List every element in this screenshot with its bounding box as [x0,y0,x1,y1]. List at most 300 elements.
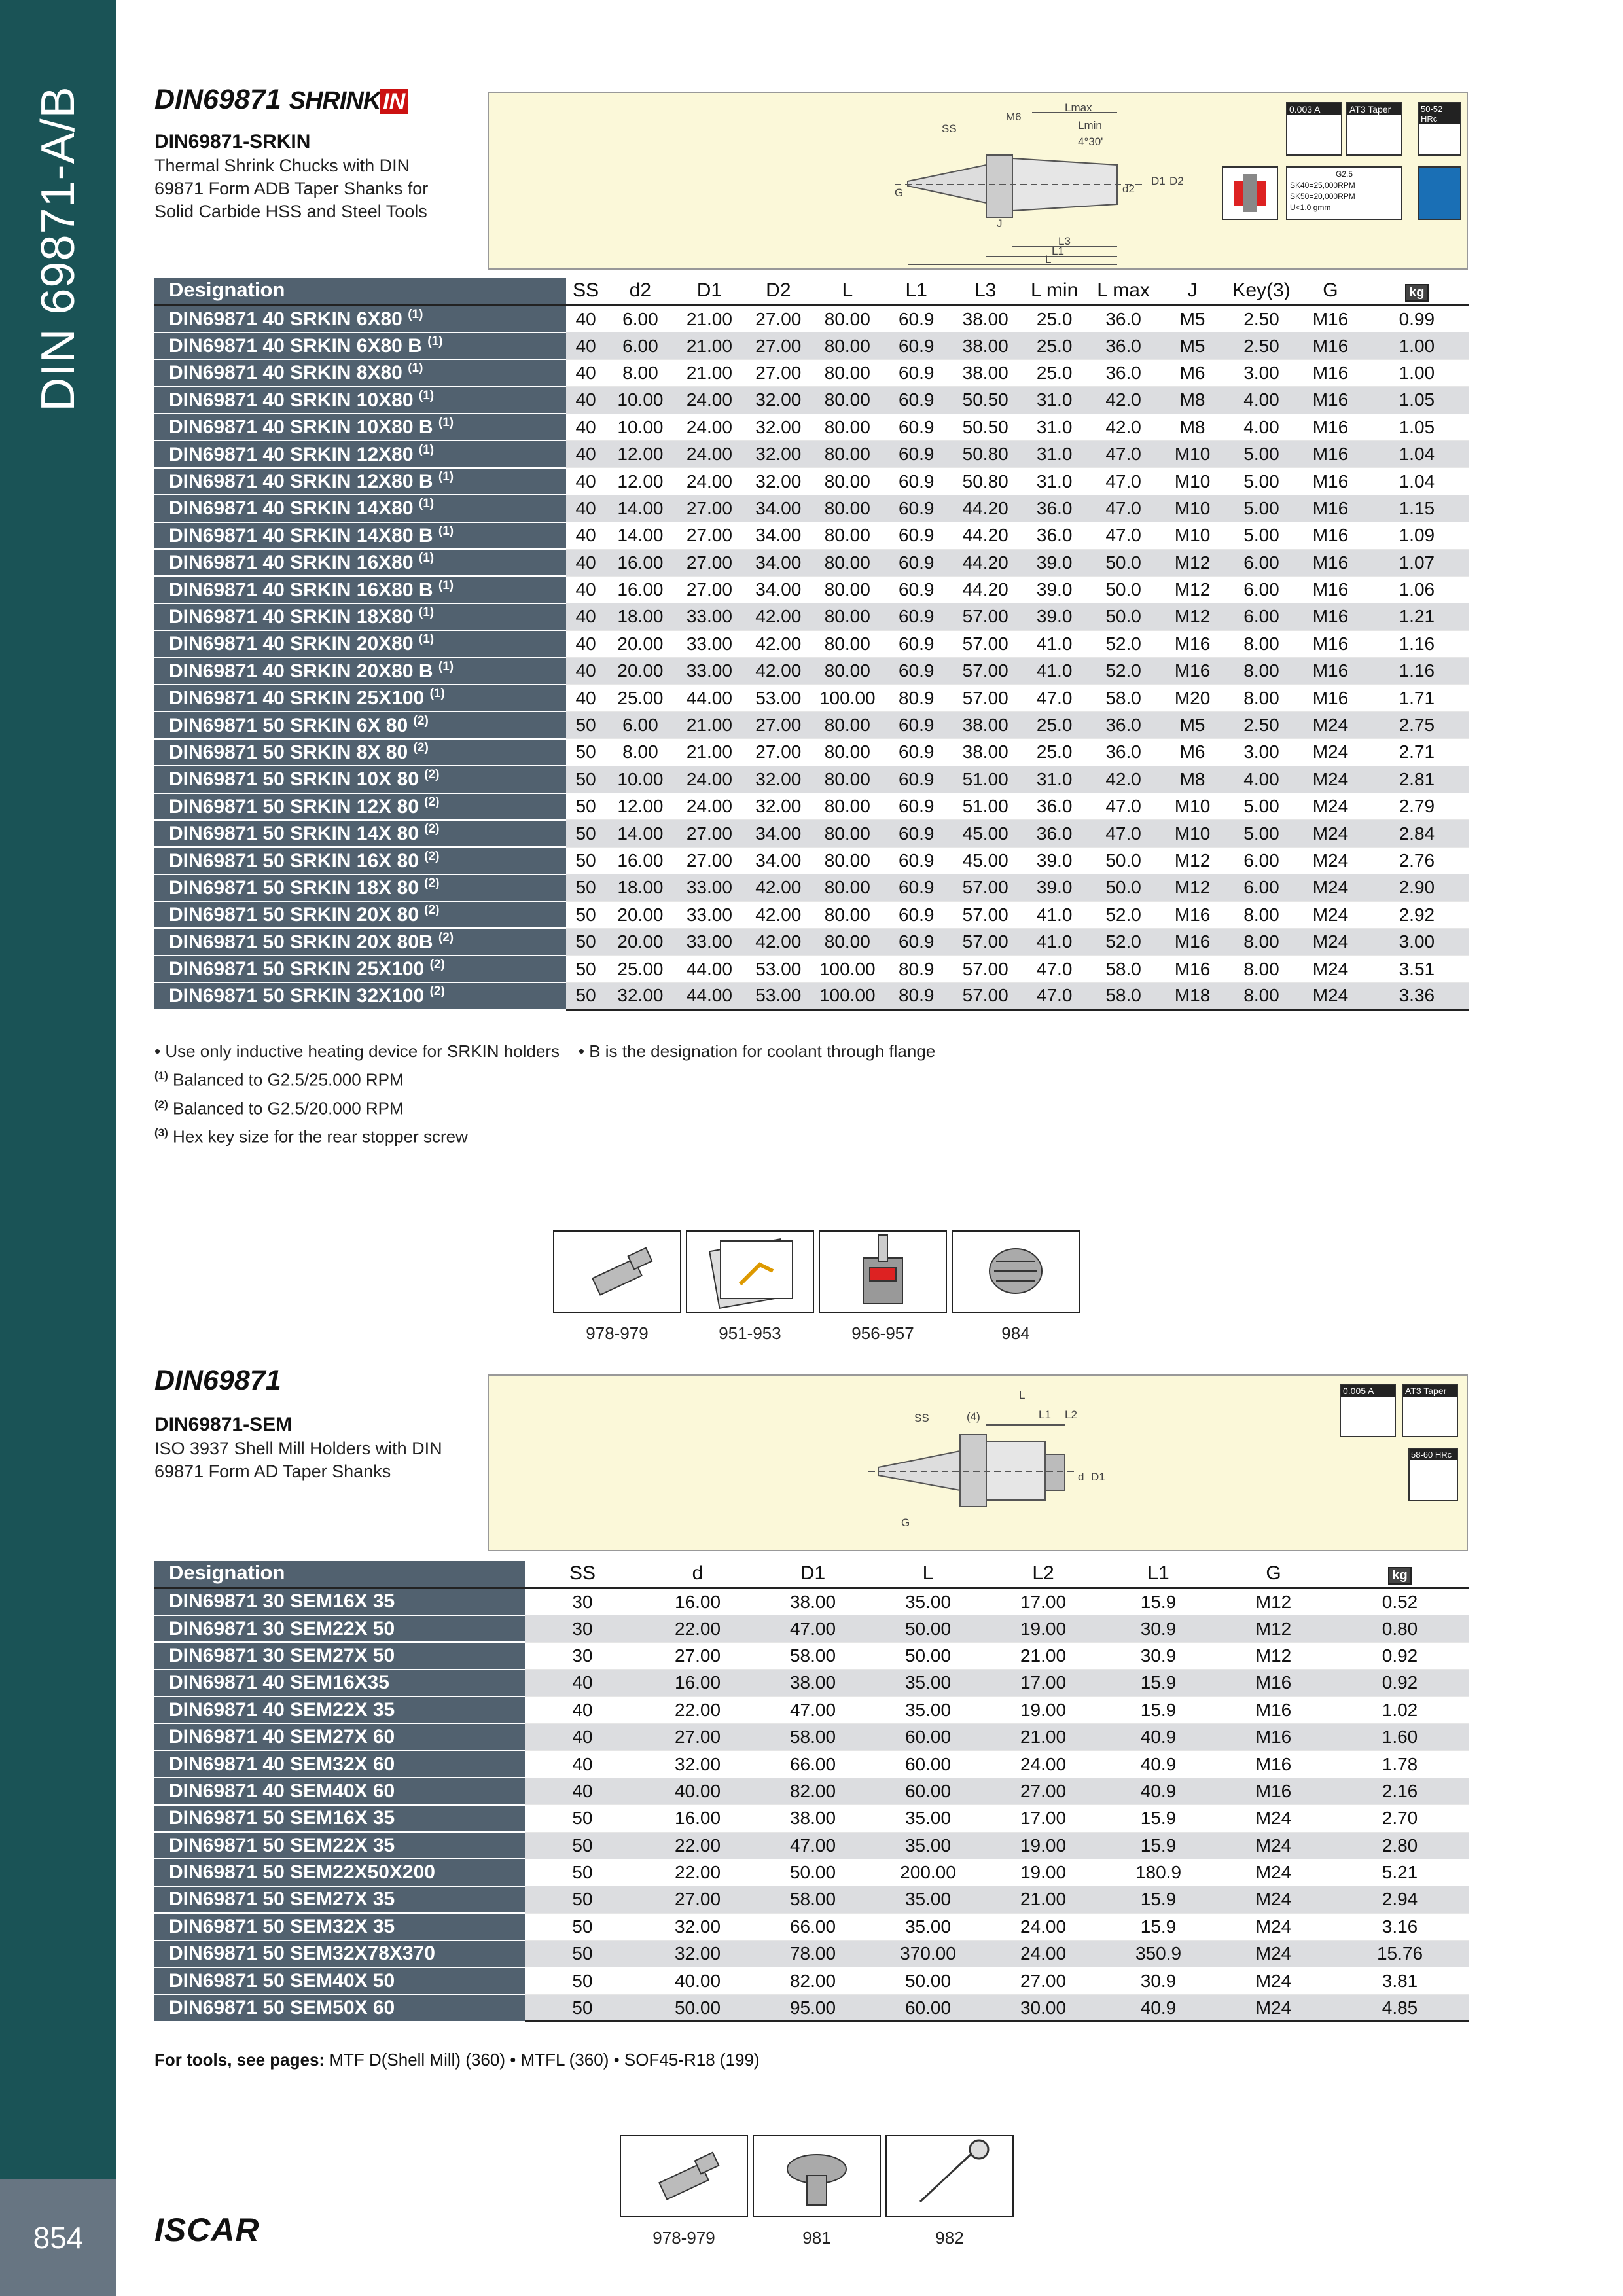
table-cell: 57.00 [951,874,1020,901]
table-cell: 50 [525,1886,640,1913]
table-cell: M10 [1158,440,1226,467]
table-cell: 15.9 [1101,1832,1216,1859]
table-cell: 60.9 [882,820,951,847]
table-cell: 35.00 [870,1670,986,1696]
table-cell: 36.0 [1089,306,1158,332]
table-cell: 80.00 [813,603,882,630]
designation-cell [154,332,566,359]
table-cell: 80.00 [813,711,882,738]
table-cell: 50.00 [640,1994,755,2021]
table-cell: 40 [566,685,606,711]
table-row [154,1778,1469,1804]
table-cell: M16 [1216,1723,1331,1750]
table-cell: 27.00 [675,495,743,522]
designation-footnote: (1) [418,551,435,565]
table-row [154,549,1469,576]
table-cell: M16 [1158,956,1226,982]
table-cell: 34.00 [744,576,813,603]
table-cell: 27.00 [744,711,813,738]
table-cell: 36.0 [1020,793,1088,820]
table-cell: M24 [1296,820,1364,847]
table-cell: 40 [525,1751,640,1778]
table-row [154,1642,1469,1669]
table-cell: 15.9 [1101,1805,1216,1832]
designation-cell: DIN69871 50 SEM16X 35 [154,1805,525,1832]
balance-spec-icon [1286,166,1402,220]
col-header-3 [755,1561,870,1588]
table-cell: 53.00 [744,982,813,1009]
designation-cell [154,549,566,576]
table-cell: M24 [1296,793,1364,820]
table-cell: 80.00 [813,549,882,576]
table-row [154,1941,1469,1967]
table-cell: 10.00 [606,414,675,440]
table-cell: 2.16 [1331,1778,1469,1804]
wrench-icon [885,2135,1014,2217]
table-cell: 24.00 [675,793,743,820]
table-cell: 3.51 [1365,956,1469,982]
table-cell: 30.00 [986,1994,1101,2021]
table-cell: 27.00 [744,306,813,332]
hardness-spec-label: 50-52 HRc [1419,103,1460,124]
table-cell: 8.00 [606,739,675,766]
label-d1-2: D1 [1091,1471,1105,1483]
designation-text: DIN69871 40 SRKIN 6X80 B [169,335,422,357]
table-cell: 1.78 [1331,1751,1469,1778]
table-cell: M16 [1296,603,1364,630]
reference-page-label: 982 [935,2228,964,2248]
table-cell: 10.00 [606,766,675,793]
table-cell: M16 [1296,387,1364,414]
table-cell: 15.9 [1101,1886,1216,1913]
table-cell: 80.00 [813,359,882,386]
label-l1: L1 [1052,245,1064,257]
table-cell: M16 [1296,306,1364,332]
table-cell: 24.00 [675,468,743,495]
table-row [154,739,1469,766]
note-1-mark: (1) [154,1069,168,1082]
table-cell: 1.05 [1365,387,1469,414]
col-header-7 [1216,1561,1331,1588]
col-label: SS [569,1562,596,1584]
table-cell: 1.07 [1365,549,1469,576]
table-row [154,1670,1469,1696]
table-cell: 18.00 [606,874,675,901]
reference-page-label: 951-953 [719,1323,781,1343]
table-cell: 5.00 [1227,440,1296,467]
table-cell: 80.00 [813,495,882,522]
table-cell: M24 [1216,1859,1331,1886]
table-cell: 1.16 [1365,658,1469,685]
table-cell: 50 [566,711,606,738]
designation-footnote: (1) [438,416,454,430]
table-cell: 21.00 [986,1642,1101,1669]
table-cell: 60.9 [882,414,951,440]
table-cell: 200.00 [870,1859,986,1886]
balance-spec-2: SK40=25,000RPM [1290,181,1355,190]
table-cell: M16 [1216,1751,1331,1778]
table-cell: 44.00 [675,956,743,982]
table-cell: M12 [1216,1642,1331,1669]
table-cell: 60.00 [870,1778,986,1804]
designation-text: DIN69871 50 SRKIN 20X 80 [169,904,419,926]
table-cell: 52.0 [1089,658,1158,685]
table-cell: 27.00 [675,820,743,847]
designation-footnote: (2) [429,984,445,999]
designation-text: DIN69871 40 SRKIN 12X80 B [169,471,433,493]
table-cell: 35.00 [870,1913,986,1940]
table-cell: 21.00 [675,711,743,738]
table-cell: 21.00 [675,306,743,332]
table-cell: 50.80 [951,468,1020,495]
table-cell: 45.00 [951,820,1020,847]
note-2-mark: (2) [154,1098,168,1111]
table-cell: 80.00 [813,522,882,549]
designation-footnote: (1) [418,605,435,619]
table-cell: 50 [525,1859,640,1886]
table-cell: 60.9 [882,658,951,685]
designation-text: DIN69871 50 SRKIN 18X 80 [169,876,419,899]
table-cell: 27.00 [640,1886,755,1913]
table-cell: M12 [1158,847,1226,874]
table-cell: 42.00 [744,901,813,928]
col-label: L3 [974,279,997,301]
designation-text: DIN69871 50 SRKIN 20X 80B [169,931,433,953]
table-cell: 32.00 [640,1913,755,1940]
table-cell: M24 [1216,1913,1331,1940]
table-cell: 38.00 [951,359,1020,386]
table-cell: 44.20 [951,576,1020,603]
section2-table [154,1561,1469,2022]
reference-item[interactable] [552,1230,683,1344]
table-cell: 35.00 [870,1696,986,1723]
table-cell: 2.92 [1365,901,1469,928]
table-cell: 42.00 [744,630,813,657]
table-cell: M10 [1158,793,1226,820]
label-ss-2: SS [914,1412,929,1424]
table-cell: M20 [1158,685,1226,711]
label-g: G [895,187,904,199]
table-cell: 47.0 [1089,522,1158,549]
table-cell: 58.0 [1089,982,1158,1009]
table-cell: M5 [1158,332,1226,359]
table-cell: M12 [1158,874,1226,901]
table-row [154,1832,1469,1859]
table-cell: 25.0 [1020,711,1088,738]
table-cell: 27.00 [986,1778,1101,1804]
table-cell: 51.00 [951,766,1020,793]
table-cell: 8.00 [1227,630,1296,657]
table-cell: 53.00 [744,956,813,982]
table-cell: M16 [1296,495,1364,522]
table-cell: 4.00 [1227,387,1296,414]
label-l2-2: L2 [1065,1408,1077,1421]
table-cell: 8.00 [1227,901,1296,928]
table-cell: 95.00 [755,1994,870,2021]
table-cell: 33.00 [675,901,743,928]
table-row [154,332,1469,359]
designation-footnote: (1) [418,497,435,511]
table-cell: 32.00 [744,414,813,440]
table-row [154,1967,1469,1994]
table-cell: 30.9 [1101,1967,1216,1994]
shell-mill-holder-drawing [489,1376,1467,1550]
table-row [154,359,1469,386]
designation-cell: DIN69871 50 SEM32X78X370 [154,1941,525,1967]
designation-cell [154,711,566,738]
table-cell: 50 [525,1994,640,2021]
table-cell: M8 [1158,766,1226,793]
table-cell: 80.00 [813,928,882,955]
table-cell: 40.9 [1101,1751,1216,1778]
table-cell: 40 [566,603,606,630]
table-cell: 5.00 [1227,793,1296,820]
table-cell: 31.0 [1020,766,1088,793]
table-cell: 50 [566,874,606,901]
table-cell: 33.00 [675,630,743,657]
table-cell: 14.00 [606,495,675,522]
pull-stud-icon [620,2135,748,2217]
col-header-13 [1365,278,1469,306]
table-row [154,793,1469,820]
table-cell: 50 [525,1805,640,1832]
table-cell: 6.00 [606,332,675,359]
table-cell: 38.00 [755,1670,870,1696]
weight-kg-icon: kg [1405,284,1428,302]
table-cell: 1.21 [1365,603,1469,630]
table-cell: M24 [1296,766,1364,793]
designation-footnote: (1) [438,470,454,484]
label-l: L [1045,253,1052,266]
table-cell: 8.00 [1227,982,1296,1009]
col-label: L min [1031,279,1079,301]
col-header-2 [606,278,675,306]
table-cell: 80.9 [882,982,951,1009]
table-cell: M24 [1296,874,1364,901]
table-cell: 4.00 [1227,766,1296,793]
note-bullet-2: • B is the designation for coolant through flange [578,1041,936,1061]
table-cell: 31.0 [1020,387,1088,414]
designation-cell [154,766,566,793]
table-cell: 27.00 [675,522,743,549]
table-cell: 40 [566,440,606,467]
section1-title [154,84,408,116]
table-cell: 15.9 [1101,1913,1216,1940]
col-header-3 [675,278,743,306]
designation-cell: DIN69871 40 SEM32X 60 [154,1751,525,1778]
shrink-machine-icon [819,1230,947,1313]
table-cell: 14.00 [606,820,675,847]
table-cell: 50 [566,982,606,1009]
col-label: L1 [905,279,927,301]
reference-item[interactable] [884,2135,1015,2248]
note-1: Balanced to G2.5/25.000 RPM [173,1069,404,1090]
table-cell: M16 [1296,359,1364,386]
table-cell: 24.00 [986,1941,1101,1967]
table-cell: M24 [1296,711,1364,738]
table-cell: 80.00 [813,847,882,874]
table-cell: 31.0 [1020,414,1088,440]
reference-item[interactable] [817,1230,948,1344]
designation-text: DIN69871 50 SRKIN 25X100 [169,958,425,980]
table-cell: 51.00 [951,793,1020,820]
table-cell: 22.00 [640,1832,755,1859]
table-cell: 60.9 [882,306,951,332]
reference-page-label: 981 [802,2228,831,2248]
table-cell: 40 [525,1670,640,1696]
table-cell: M10 [1158,820,1226,847]
note-2: Balanced to G2.5/20.000 RPM [173,1098,404,1119]
table-cell: 18.00 [606,603,675,630]
table-row [154,1696,1469,1723]
table-cell: 27.00 [640,1723,755,1750]
taper-spec-label: AT3 Taper [1347,103,1401,115]
table-cell: 36.0 [1089,739,1158,766]
table-cell: 19.00 [986,1696,1101,1723]
col-label: Designation [169,1561,285,1584]
table-row [154,685,1469,711]
table-cell: 36.0 [1089,359,1158,386]
table-cell: 2.94 [1331,1886,1469,1913]
table-cell: 34.00 [744,847,813,874]
reference-item[interactable] [618,2135,749,2248]
col-header-1 [525,1561,640,1588]
table-cell: 27.00 [675,576,743,603]
table-cell: M24 [1216,1886,1331,1913]
table-cell: 4.85 [1331,1994,1469,2021]
table-cell: 41.0 [1020,901,1088,928]
table-cell: 40 [525,1696,640,1723]
table-cell: 0.99 [1365,306,1469,332]
col-label: L1 [1147,1562,1169,1584]
table-cell: 47.00 [755,1832,870,1859]
table-cell: 60.9 [882,522,951,549]
table-cell: 0.92 [1331,1642,1469,1669]
table-row [154,1913,1469,1940]
table-cell: 25.00 [606,956,675,982]
table-cell: 17.00 [986,1588,1101,1615]
table-row [154,1723,1469,1750]
designation-text: DIN69871 40 SRKIN 12X80 [169,443,414,465]
table-cell: 8.00 [1227,928,1296,955]
designation-cell [154,306,566,332]
table-cell: 80.00 [813,440,882,467]
table-cell: 8.00 [1227,956,1296,982]
pull-stud-icon [553,1230,681,1313]
table-cell: 6.00 [1227,603,1296,630]
designation-footnote: (2) [424,849,440,863]
table-cell: 80.00 [813,306,882,332]
designation-footnote: (2) [424,876,440,890]
table-cell: M16 [1296,630,1364,657]
table-cell: M10 [1158,468,1226,495]
label-g-2: G [901,1516,910,1529]
table-cell: M24 [1296,956,1364,982]
table-cell: M16 [1296,522,1364,549]
table-cell: M24 [1216,1941,1331,1967]
table-cell: 35.00 [870,1886,986,1913]
table-cell: M8 [1158,414,1226,440]
designation-text: DIN69871 40 SRKIN 16X80 [169,552,414,574]
table-row [154,306,1469,332]
table-cell: 20.00 [606,928,675,955]
designation-footnote: (2) [413,740,429,755]
designation-cell [154,820,566,847]
label-angle: 4°30' [1078,135,1103,148]
label-four: (4) [967,1410,980,1423]
table-cell: 32.00 [640,1941,755,1967]
table-cell: 17.00 [986,1805,1101,1832]
reference-item[interactable] [751,2135,882,2248]
table-cell: 50.0 [1089,576,1158,603]
table-cell: 25.00 [606,685,675,711]
reference-item[interactable] [950,1230,1081,1344]
reference-page-label: 978-979 [652,2228,715,2248]
table-cell: 38.00 [755,1588,870,1615]
table-cell: 32.00 [744,793,813,820]
table-cell: 60.9 [882,359,951,386]
table-cell: 47.0 [1089,495,1158,522]
table-cell: 12.00 [606,468,675,495]
table-cell: 57.00 [951,658,1020,685]
table-cell: 39.0 [1020,549,1088,576]
table-cell: 60.9 [882,711,951,738]
table-cell: 47.0 [1020,685,1088,711]
table-cell: 80.00 [813,387,882,414]
table-cell: 3.36 [1365,982,1469,1009]
table-cell: 27.00 [675,549,743,576]
table-cell: 40 [566,332,606,359]
table-cell: 24.00 [675,387,743,414]
table-cell: 57.00 [951,982,1020,1009]
table-cell: 53.00 [744,685,813,711]
table-cell: 60.9 [882,847,951,874]
table-cell: 38.00 [951,306,1020,332]
table-cell: 60.9 [882,332,951,359]
table-cell: 80.00 [813,901,882,928]
sidebar-title: DIN 69871-A/B [32,86,84,412]
table-cell: M24 [1216,1832,1331,1859]
col-label: Key(3) [1232,279,1291,301]
table-cell: 32.00 [606,982,675,1009]
table-cell: 16.00 [640,1670,755,1696]
table-cell: 32.00 [744,766,813,793]
table-row [154,1805,1469,1832]
designation-footnote: (1) [418,388,435,403]
table-cell: 40 [566,522,606,549]
weight-kg-icon: kg [1388,1567,1411,1585]
table-cell: 50 [525,1832,640,1859]
table-cell: 3.00 [1365,928,1469,955]
table-cell: 47.0 [1089,440,1158,467]
documents-icon [686,1230,814,1313]
table-cell: M24 [1296,847,1364,874]
reference-item[interactable] [685,1230,815,1344]
table-cell: 52.0 [1089,630,1158,657]
brand-logo: ISCAR [154,2212,260,2248]
designation-footnote: (1) [438,659,454,673]
table-cell: 19.00 [986,1615,1101,1642]
table-cell: 15.9 [1101,1670,1216,1696]
note-bullet-1: • Use only inductive heating device for SRKIN holders [154,1041,560,1061]
designation-cell: DIN69871 50 SEM22X 35 [154,1832,525,1859]
col-header-0 [154,278,566,306]
table-cell: 16.00 [640,1805,755,1832]
table-cell: 80.00 [813,576,882,603]
designation-cell [154,901,566,928]
designation-footnote: (2) [424,903,440,918]
designation-footnote: (2) [413,713,429,728]
